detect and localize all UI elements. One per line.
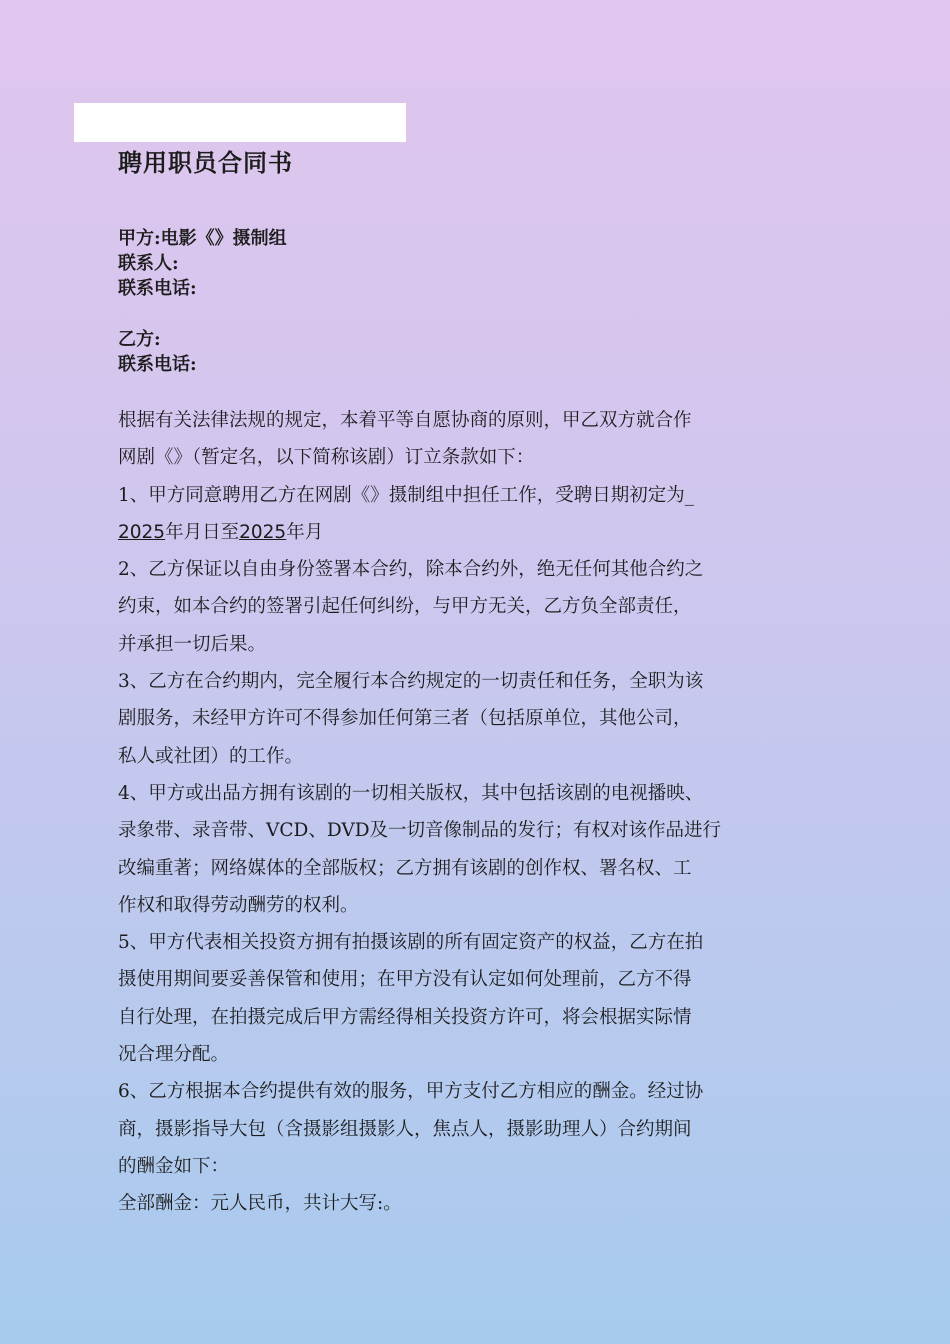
party-b-line: 乙方: — [118, 329, 161, 350]
body-line: 录象带、录音带、VCD、DVD及一切音像制品的发行；有权对该作品进行 — [118, 820, 722, 842]
party-a-line: 甲方:电影《》摄制组 — [118, 228, 287, 249]
body-line: 并承担一切后果。 — [118, 633, 267, 655]
body-line: 自行处理，在拍摄完成后甲方需经得相关投资方许可，将会根据实际情 — [118, 1006, 692, 1028]
body-line: 1、甲方同意聘用乙方在网剧《》摄制组中担任工作，受聘日期初定为_ — [118, 484, 695, 506]
parties-block — [118, 226, 287, 377]
contact-person-line: 联系人: — [118, 253, 179, 274]
body-line: 6、乙方根据本合约提供有效的服务，甲方支付乙方相应的酬金。经过协 — [118, 1081, 704, 1103]
white-redaction-bar — [74, 103, 406, 142]
body-line: 改编重著；网络媒体的全部版权；乙方拥有该剧的创作权、署名权、工 — [118, 857, 692, 879]
end-year: 2025 — [239, 521, 287, 543]
body-line: 3、乙方在合约期内，完全履行本合约规定的一切责任和任务，全职为该 — [118, 671, 704, 693]
body-line: 剧服务，未经甲方许可不得参加任何第三者（包括原单位，其他公司， — [118, 708, 692, 730]
document-title: 聘用职员合同书 — [118, 148, 293, 177]
body-line: 作权和取得劳动酬劳的权利。 — [118, 894, 359, 916]
body-line: 4、甲方或出品方拥有该剧的一切相关版权，其中包括该剧的电视播映、 — [118, 782, 704, 804]
body-line: 况合理分配。 — [118, 1044, 230, 1066]
body-line: 网剧《》（暂定名，以下简称该剧）订立条款如下： — [118, 447, 535, 469]
body-line: 根据有关法律法规的规定，本着平等自愿协商的原则，甲乙双方就合作 — [118, 410, 692, 431]
party-a-phone-line: 联系电话: — [118, 278, 197, 299]
body-line: 2、乙方保证以自由身份签署本合约，除本合约外，绝无任何其他合约之 — [118, 559, 704, 581]
body-line: 的酬金如下： — [118, 1155, 230, 1177]
date-end-text: 年月 — [286, 521, 324, 543]
party-b-phone-line: 联系电话: — [118, 354, 197, 375]
start-year: 2025 — [118, 521, 166, 543]
date-line — [118, 514, 830, 551]
contract-body — [118, 402, 830, 1223]
remuneration-line: 全部酬金：元人民币，共计大写:。 — [118, 1193, 402, 1215]
body-line: 私人或社团）的工作。 — [118, 745, 304, 767]
body-line: 商，摄影指导大包（含摄影组摄影人，焦点人，摄影助理人）合约期间 — [118, 1118, 692, 1140]
body-line: 摄使用期间要妥善保管和使用；在甲方没有认定如何处理前，乙方不得 — [118, 969, 692, 991]
body-line: 5、甲方代表相关投资方拥有拍摄该剧的所有固定资产的权益，乙方在拍 — [118, 932, 704, 954]
date-mid-text: 年月日至 — [165, 521, 240, 543]
body-line: 约束，如本合约的签署引起任何纠纷，与甲方无关，乙方负全部责任， — [118, 596, 692, 618]
